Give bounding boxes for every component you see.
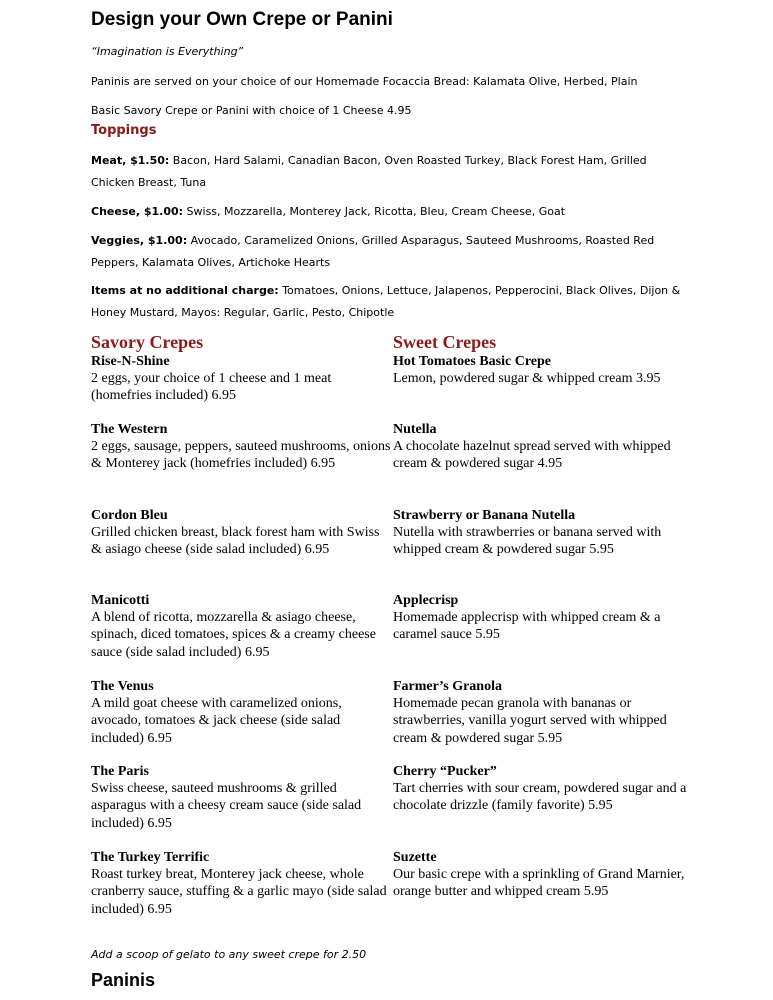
paninis-heading: Paninis — [91, 970, 156, 990]
topping-cheese-label: Cheese, $1.00: — [91, 205, 184, 218]
menu-item-desc: Swiss cheese, sauteed mushrooms & grilled asparagus with a cheesy cream sauce (side salad included) 6.95 — [91, 781, 362, 831]
menu-item — [393, 849, 693, 901]
menu-item-desc: Homemade pecan granola with bananas or strawberries, vanilla yogurt served with whipped cream & powdered sugar 5.95 — [393, 696, 667, 746]
topping-free-label: Items at no additional charge: — [91, 284, 279, 297]
menu-item-name: The Paris — [91, 764, 149, 779]
menu-item — [393, 678, 693, 747]
menu-item-desc: Nutella with strawberries or banana served with whipped cream & powdered sugar 5.95 — [393, 525, 662, 558]
menu-item — [393, 353, 693, 387]
menu-item-name: The Turkey Terrific — [91, 850, 210, 865]
menu-item — [91, 592, 391, 661]
sweet-crepes-heading: Sweet Crepes — [393, 332, 497, 352]
menu-item — [91, 763, 391, 832]
menu-item-desc: Tart cherries with sour cream, powdered sugar and a chocolate drizzle (family favorite) 5.95 — [393, 781, 687, 814]
menu-item-desc: Lemon, powdered sugar & whipped cream 3.95 — [393, 371, 661, 387]
topping-free — [91, 280, 691, 323]
savory-crepes-column — [91, 332, 391, 917]
gelato-note: Add a scoop of gelato to any sweet crepe for 2.50 — [91, 948, 367, 961]
topping-veggies — [91, 230, 691, 273]
topping-veggies-label: Veggies, $1.00: — [91, 234, 188, 247]
topping-veggies-items: Avocado, Caramelized Onions, Grilled Asparagus, Sauteed Mushrooms, Roasted Red Peppers, Kalamata Olives, Artichoke Hearts — [91, 234, 655, 269]
menu-item-name: Cherry “Pucker” — [393, 764, 497, 779]
topping-meat — [91, 150, 691, 193]
menu-item — [91, 507, 391, 559]
menu-item-name: Manicotti — [91, 593, 150, 608]
tagline-quote: “Imagination is Everything” — [91, 45, 244, 58]
menu-item — [91, 353, 391, 405]
menu-item-name: Farmer’s Granola — [393, 679, 502, 694]
page-title: Design your Own Crepe or Panini — [91, 9, 393, 30]
menu-item-name: The Western — [91, 422, 168, 437]
topping-cheese — [91, 201, 691, 223]
topping-free-items: Tomatoes, Onions, Lettuce, Jalapenos, Pepperocini, Black Olives, Dijon & Honey Mustard, Mayos: Regular, Garlic, Pesto, Chipotle — [91, 284, 681, 319]
basic-price-line: Basic Savory Crepe or Panini with choice of 1 Cheese 4.95 — [91, 104, 412, 117]
menu-item-name: The Venus — [91, 679, 154, 694]
menu-item — [91, 421, 391, 473]
menu-item-name: Hot Tomatoes Basic Crepe — [393, 354, 552, 369]
menu-item — [393, 507, 693, 559]
toppings-heading: Toppings — [91, 123, 157, 138]
topping-cheese-items: Swiss, Mozzarella, Monterey Jack, Ricotta, Bleu, Cream Cheese, Goat — [183, 205, 566, 218]
menu-item-desc: 2 eggs, your choice of 1 cheese and 1 meat (homefries included) 6.95 — [91, 371, 332, 404]
menu-item-desc: A blend of ricotta, mozzarella & asiago cheese, spinach, diced tomatoes, spices & a creamy cheese sauce (side salad included) 6.95 — [91, 610, 376, 660]
menu-item-desc: A chocolate hazelnut spread served with whipped cream & powdered sugar 4.95 — [393, 439, 671, 472]
menu-item — [91, 849, 391, 918]
menu-item — [393, 763, 693, 815]
menu-item-desc: Grilled chicken breast, black forest ham with Swiss & asiago cheese (side salad included) 6.95 — [91, 525, 380, 558]
menu-item-name: Nutella — [393, 422, 437, 437]
menu-item-name: Cordon Bleu — [91, 508, 168, 523]
savory-crepes-heading: Savory Crepes — [91, 332, 204, 352]
topping-meat-label: Meat, $1.50: — [91, 154, 170, 167]
menu-item — [393, 421, 693, 473]
menu-item — [91, 678, 391, 747]
menu-item-desc: Our basic crepe with a sprinkling of Grand Marnier, orange butter and whipped cream 5.95 — [393, 867, 685, 900]
sweet-crepes-column — [393, 332, 693, 900]
panini-bread-intro: Paninis are served on your choice of our Homemade Focaccia Bread: Kalamata Olive, Herbed, Plain — [91, 75, 638, 88]
topping-meat-items: Bacon, Hard Salami, Canadian Bacon, Oven Roasted Turkey, Black Forest Ham, Grilled Chicken Breast, Tuna — [91, 154, 647, 189]
menu-item-desc: Homemade applecrisp with whipped cream & a caramel sauce 5.95 — [393, 610, 661, 643]
menu-item-name: Suzette — [393, 850, 437, 865]
menu-item-name: Rise-N-Shine — [91, 354, 170, 369]
menu-item — [393, 592, 693, 644]
menu-item-name: Applecrisp — [393, 593, 459, 608]
menu-item-desc: A mild goat cheese with caramelized onions, avocado, tomatoes & jack cheese (side salad included) 6.95 — [91, 696, 342, 746]
menu-item-desc: Roast turkey breat, Monterey jack cheese, whole cranberry sauce, stuffing & a garlic mayo (side salad included) 6.95 — [91, 867, 387, 917]
menu-item-desc: 2 eggs, sausage, peppers, sauteed mushrooms, onions & Monterey jack (homefries included) 6.95 — [91, 439, 391, 472]
menu-item-name: Strawberry or Banana Nutella — [393, 508, 576, 523]
